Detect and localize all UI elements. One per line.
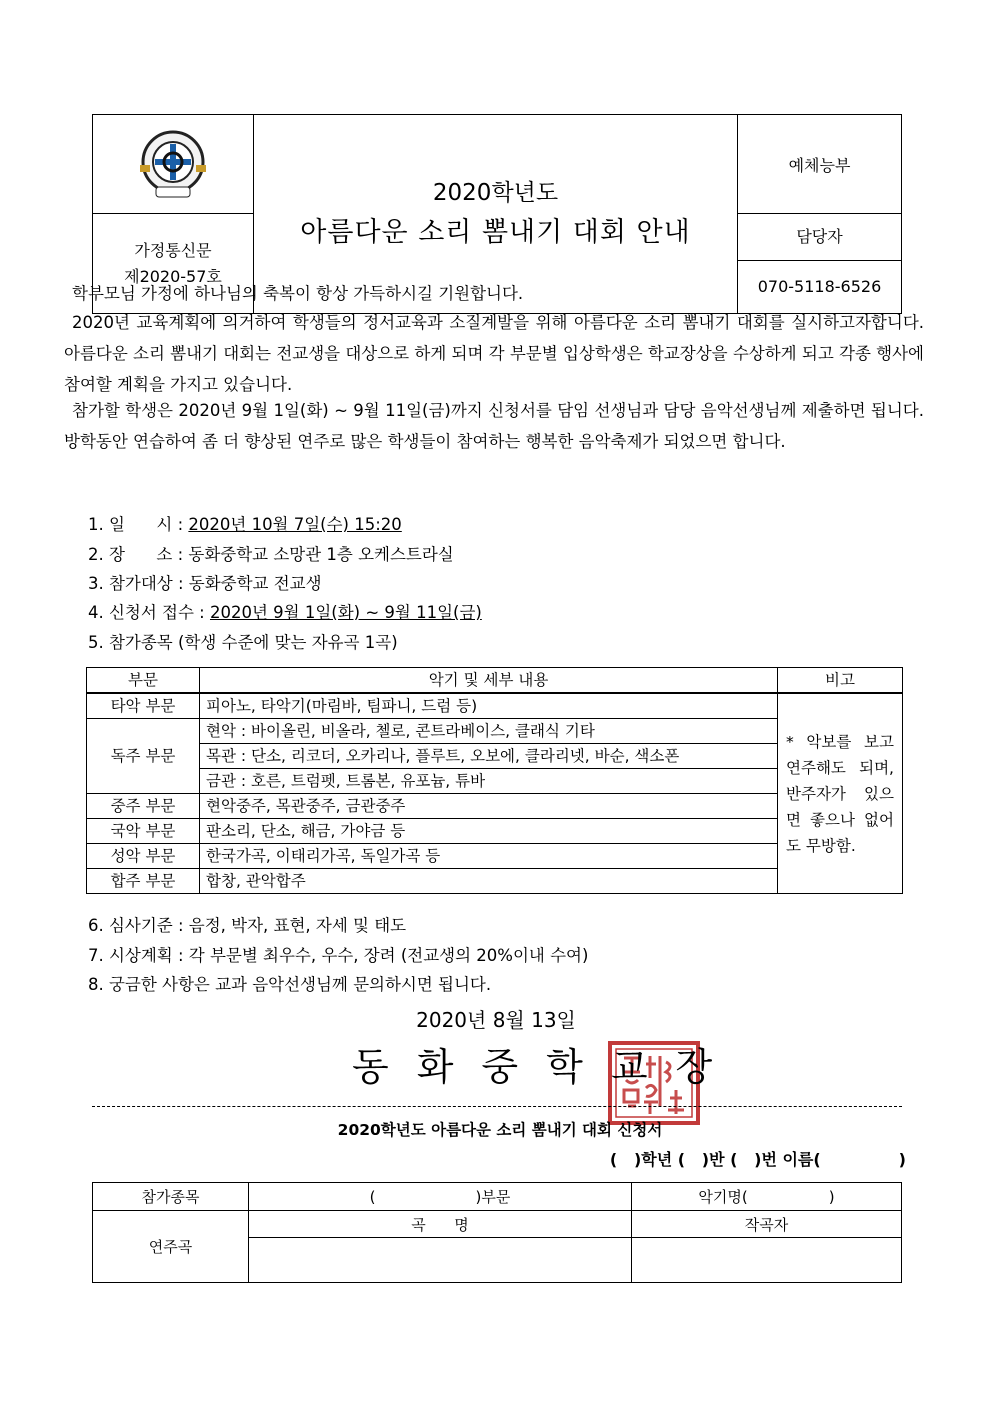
intro-greeting: 학부모님 가정에 하나님의 축복이 항상 가득하시길 기원합니다. xyxy=(72,284,524,303)
item-date-label: 1. 일 시 : xyxy=(88,515,189,534)
dept-label: 예체능부 xyxy=(788,155,851,175)
item-place-label: 2. 장 소 : xyxy=(88,545,189,564)
issue-date: 2020년 8월 13일 xyxy=(416,1008,576,1032)
item-target-value: 동화중학교 전교생 xyxy=(188,574,322,593)
item-application xyxy=(88,601,482,625)
form-composer-header: 작곡자 xyxy=(632,1211,902,1238)
row-detail: 한국가곡, 이태리가곡, 독일가곡 등 xyxy=(200,844,778,869)
row-category: 국악 부문 xyxy=(87,819,200,844)
item-target-label: 3. 참가대상 : xyxy=(88,574,189,593)
col-header-note: 비고 xyxy=(778,668,903,694)
form-song-title-input[interactable] xyxy=(249,1238,632,1283)
row-category: 독주 부문 xyxy=(87,719,200,794)
person-label: 담당자 xyxy=(738,214,901,261)
row-category: 성악 부문 xyxy=(87,844,200,869)
categories-table xyxy=(86,667,903,894)
row-detail: 현악 : 바이올린, 비올라, 첼로, 콘트라베이스, 클래식 기타 xyxy=(200,719,778,744)
dept-cell xyxy=(738,115,902,214)
row-detail: 판소리, 단소, 해금, 가야금 등 xyxy=(200,819,778,844)
school-logo-icon xyxy=(134,129,212,199)
form-title: 2020학년도 아름다운 소리 뽐내기 대회 신청서 xyxy=(337,1121,663,1139)
item-application-value: 2020년 9월 1일(화) ~ 9월 11일(금) xyxy=(209,603,482,622)
row-detail: 목관 : 단소, 리코더, 오카리나, 플루트, 오보에, 클라리넷, 바순, 색소폰 xyxy=(200,744,778,769)
row-category: 중주 부문 xyxy=(87,794,200,819)
item-place-value: 동화중학교 소망관 1층 오케스트라실 xyxy=(188,545,454,564)
form-category-label: 참가종목 xyxy=(93,1183,249,1211)
form-composer-input[interactable] xyxy=(632,1238,902,1283)
form-category-field[interactable]: ( )부문 xyxy=(249,1183,632,1211)
page-title: 아름다운 소리 뽐내기 대회 안내 xyxy=(300,217,691,248)
intro-paragraph-2: 참가할 학생은 2020년 9월 1일(화) ~ 9월 11일(금)까지 신청서를 담임 선생님과 담당 음악선생님께 제출하면 됩니다. 방학동안 연습하여 좀 더 향상된 연주로 많은 학생들이 참여하는 행복한 음악축제가 되었으면 합니다. xyxy=(64,401,924,451)
row-detail: 금관 : 호른, 트럼펫, 트롬본, 유포늄, 튜바 xyxy=(200,769,778,794)
item-categories: 5. 참가종목 (학생 수준에 맞는 자유곡 1곡) xyxy=(88,633,398,652)
cut-line xyxy=(92,1106,902,1107)
row-detail: 합창, 관악합주 xyxy=(200,869,778,894)
title-year: 2020학년도 xyxy=(432,180,559,206)
row-detail: 현악중주, 목관중주, 금관중주 xyxy=(200,794,778,819)
item-place xyxy=(88,543,454,567)
item-target xyxy=(88,572,322,596)
col-header-category: 부문 xyxy=(87,668,200,694)
table-note: * 악보를 보고 연주해도 되며, 반주자가 있으면 좋으나 없어도 무방함. xyxy=(778,693,903,894)
col-header-detail: 악기 및 세부 내용 xyxy=(200,668,778,694)
principal-signature: 동화중학교장 xyxy=(352,1045,741,1089)
form-instrument-field[interactable]: 악기명( ) xyxy=(632,1183,902,1211)
phone-number: 070-5118-6526 xyxy=(757,277,882,296)
item-date-value: 2020년 10월 7일(수) 15:20 xyxy=(188,515,402,534)
logo-cell xyxy=(93,115,254,214)
intro-paragraph-1: 2020년 교육계획에 의거하여 학생들의 정서교육과 소질계발을 위해 아름다운 소리 뽐내기 대회를 실시하고자합니다. 아름다운 소리 뽐내기 대회는 전교생을 대상으로 하게 되며 각 부문별 입상학생은 학교장상을 수상하게 되고 각종 행사에 참여할 계획을 가지고 있습니다. xyxy=(64,313,924,394)
newsletter-label: 가정통신문 xyxy=(134,240,212,260)
application-form-table xyxy=(92,1182,902,1283)
row-detail: 피아노, 타악기(마림바, 팀파니, 드럼 등) xyxy=(200,693,778,719)
student-info-line: ( )학년 ( )반 ( )번 이름( ) xyxy=(609,1150,906,1169)
item-criteria: 6. 심사기준 : 음정, 박자, 표현, 자세 및 태도 xyxy=(88,916,407,935)
item-application-label: 4. 신청서 접수 : xyxy=(88,603,210,622)
row-category: 타악 부문 xyxy=(87,693,200,719)
newsletter-number: 제2020-57호 xyxy=(124,266,222,286)
form-piece-label: 연주곡 xyxy=(93,1211,249,1283)
form-song-title-header: 곡 명 xyxy=(249,1211,632,1238)
item-inquiry: 8. 궁금한 사항은 교과 음악선생님께 문의하시면 됩니다. xyxy=(88,975,492,994)
item-awards: 7. 시상계획 : 각 부문별 최우수, 우수, 장려 (전교생의 20%이내 수여) xyxy=(88,946,589,965)
row-category: 합주 부문 xyxy=(87,869,200,894)
item-date xyxy=(88,513,402,537)
